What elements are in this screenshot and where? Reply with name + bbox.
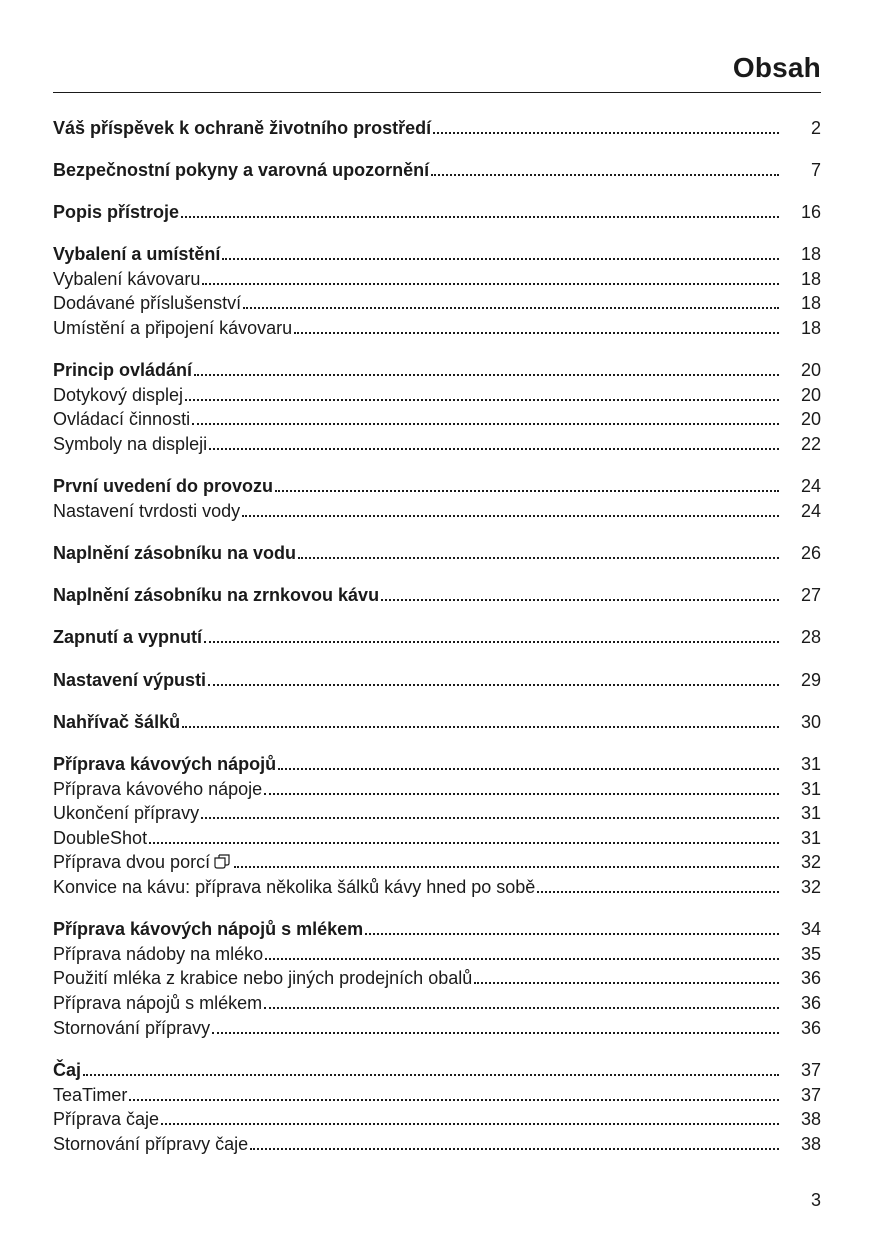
dot-leader	[181, 201, 787, 223]
toc-entry-label: DoubleShot	[53, 828, 148, 848]
toc-entry[interactable]	[53, 916, 821, 940]
toc-subentry[interactable]	[53, 431, 821, 455]
dot-leader	[250, 1133, 787, 1155]
dot-leader	[275, 475, 787, 497]
dot-leader	[192, 408, 787, 430]
toc-entry-label: Příprava nápojů s mlékem	[53, 993, 263, 1013]
toc-entry-label: Ukončení přípravy	[53, 803, 200, 823]
table-of-contents	[53, 0, 821, 1240]
toc-subentry[interactable]	[53, 776, 821, 800]
dot-leader	[242, 500, 787, 522]
dot-leader	[234, 851, 787, 873]
dot-leader	[222, 243, 787, 265]
dot-leader	[365, 918, 787, 940]
dot-leader	[209, 433, 787, 455]
toc-entry-label: Dodávané příslušenství	[53, 293, 242, 313]
toc-entry-label: Použití mléka z krabice nebo jiných prodejních obalů	[53, 968, 473, 988]
toc-entry-label-with-icon	[53, 851, 234, 873]
toc-entry-label: Příprava kávového nápoje	[53, 779, 263, 799]
toc-entry-label: Nastavení výpusti	[53, 670, 207, 690]
dot-leader	[474, 967, 787, 989]
toc-entry-label: Dotykový displej	[53, 385, 184, 405]
toc-entry-page: 38	[800, 1109, 821, 1129]
dot-leader	[212, 1017, 787, 1039]
dot-leader	[208, 669, 787, 691]
toc-entry-page: 31	[800, 828, 821, 848]
toc-entry[interactable]	[53, 540, 821, 564]
toc-subentry[interactable]	[53, 382, 821, 406]
toc-entry-label: Naplnění zásobníku na zrnkovou kávu	[53, 585, 380, 605]
toc-entry-label: Umístění a připojení kávovaru	[53, 318, 293, 338]
dot-leader	[381, 584, 787, 606]
toc-entry-page: 34	[800, 919, 821, 939]
toc-entry[interactable]	[53, 157, 821, 181]
two-cups-icon	[214, 853, 232, 869]
toc-entry[interactable]	[53, 582, 821, 606]
toc-entry-label: Příprava čaje	[53, 1109, 160, 1129]
toc-entry-label: Příprava kávových nápojů	[53, 754, 277, 774]
toc-entry-label: Popis přístroje	[53, 202, 180, 222]
toc-subentry[interactable]	[53, 290, 821, 314]
toc-entry-page: 7	[810, 160, 821, 180]
toc-subentry[interactable]	[53, 965, 821, 989]
toc-entry-page: 2	[810, 118, 821, 138]
toc-entry-label: Příprava kávových nápojů s mlékem	[53, 919, 364, 939]
toc-entry-page: 29	[800, 670, 821, 690]
toc-entry-page: 36	[800, 993, 821, 1013]
toc-subentry[interactable]	[53, 1015, 821, 1039]
dot-leader	[204, 626, 787, 648]
toc-entry[interactable]	[53, 115, 821, 139]
toc-entry-page: 20	[800, 360, 821, 380]
toc-entry-label: Příprava nádoby na mléko	[53, 944, 264, 964]
toc-entry-page: 31	[800, 779, 821, 799]
toc-entry-label: Zapnutí a vypnutí	[53, 627, 203, 647]
dot-leader	[243, 292, 787, 314]
dot-leader	[433, 117, 787, 139]
toc-entry-label: Stornování přípravy	[53, 1018, 211, 1038]
toc-subentry[interactable]	[53, 874, 821, 898]
toc-subentry[interactable]	[53, 800, 821, 824]
toc-entry[interactable]	[53, 199, 821, 223]
dot-leader	[265, 943, 787, 965]
toc-entry[interactable]	[53, 357, 821, 381]
toc-subentry[interactable]	[53, 315, 821, 339]
toc-entry-page: 18	[800, 269, 821, 289]
toc-entry-page: 16	[800, 202, 821, 222]
dot-leader	[182, 711, 787, 733]
toc-entry-page: 18	[800, 318, 821, 338]
page-title: Obsah	[732, 52, 821, 83]
toc-entry-page: 24	[800, 476, 821, 496]
toc-entry-label: Stornování přípravy čaje	[53, 1134, 249, 1154]
toc-entry[interactable]	[53, 709, 821, 733]
toc-entry[interactable]	[53, 667, 821, 691]
toc-subentry[interactable]	[53, 990, 821, 1014]
toc-entry-label: Nahřívač šálků	[53, 712, 181, 732]
toc-entry-label: Princip ovládání	[53, 360, 193, 380]
dot-leader	[129, 1084, 787, 1106]
dot-leader	[537, 876, 787, 898]
toc-subentry[interactable]	[53, 406, 821, 430]
toc-entry[interactable]	[53, 751, 821, 775]
toc-entry-page: 31	[800, 754, 821, 774]
toc-entry-page: 31	[800, 803, 821, 823]
dot-leader	[149, 827, 787, 849]
toc-entry-label: Ovládací činnosti	[53, 409, 191, 429]
toc-subentry[interactable]	[53, 825, 821, 849]
toc-subentry[interactable]	[53, 941, 821, 965]
toc-entry-page: 35	[800, 944, 821, 964]
toc-subentry[interactable]	[53, 849, 821, 873]
toc-subentry[interactable]	[53, 1106, 821, 1130]
dot-leader	[278, 753, 787, 775]
dot-leader	[264, 992, 787, 1014]
toc-entry[interactable]	[53, 241, 821, 265]
toc-entry-page: 18	[800, 244, 821, 264]
toc-entry-page: 22	[800, 434, 821, 454]
dot-leader	[161, 1108, 787, 1130]
toc-entry-page: 26	[800, 543, 821, 563]
toc-entry-label: Bezpečnostní pokyny a varovná upozornění	[53, 160, 430, 180]
toc-subentry[interactable]	[53, 266, 821, 290]
toc-entry-page: 20	[800, 409, 821, 429]
toc-entry-page: 37	[800, 1060, 821, 1080]
toc-entry-page: 28	[800, 627, 821, 647]
dot-leader	[201, 802, 787, 824]
dot-leader	[185, 384, 787, 406]
toc-entry-page: 27	[800, 585, 821, 605]
toc-entry-page: 20	[800, 385, 821, 405]
toc-entry-label: Naplnění zásobníku na vodu	[53, 543, 297, 563]
toc-entry-label: Čaj	[53, 1060, 82, 1080]
toc-entry-label: Symboly na displeji	[53, 434, 208, 454]
toc-entry[interactable]	[53, 473, 821, 497]
dot-leader	[264, 778, 787, 800]
toc-entry-label: Vybalení kávovaru	[53, 269, 201, 289]
toc-entry-label: Váš příspěvek k ochraně životního prostředí	[53, 118, 432, 138]
toc-entry-page: 32	[800, 877, 821, 897]
toc-entry-label: Konvice na kávu: příprava několika šálků kávy hned po sobě	[53, 877, 536, 897]
toc-entry-page: 32	[800, 852, 821, 872]
dot-leader	[298, 542, 787, 564]
toc-entry-page: 18	[800, 293, 821, 313]
dot-leader	[294, 317, 787, 339]
toc-subentry[interactable]	[53, 1082, 821, 1106]
toc-entry[interactable]	[53, 624, 821, 648]
dot-leader	[83, 1059, 787, 1081]
toc-entry-label: Vybalení a umístění	[53, 244, 221, 264]
toc-subentry[interactable]	[53, 498, 821, 522]
dot-leader	[194, 359, 787, 381]
toc-entry-page: 38	[800, 1134, 821, 1154]
dot-leader	[202, 268, 787, 290]
toc-entry-label: Příprava dvou porcí	[53, 852, 211, 872]
toc-entry-page: 24	[800, 501, 821, 521]
toc-subentry[interactable]	[53, 1131, 821, 1155]
toc-entry-label: První uvedení do provozu	[53, 476, 274, 496]
toc-entry-label: Nastavení tvrdosti vody	[53, 501, 241, 521]
dot-leader	[431, 159, 787, 181]
toc-entry-page: 36	[800, 968, 821, 988]
page-number: 3	[810, 1190, 821, 1210]
toc-entry-label: TeaTimer	[53, 1085, 128, 1105]
toc-entry[interactable]	[53, 1057, 821, 1081]
toc-entry-page: 36	[800, 1018, 821, 1038]
toc-entry-page: 37	[800, 1085, 821, 1105]
toc-entry-page: 30	[800, 712, 821, 732]
